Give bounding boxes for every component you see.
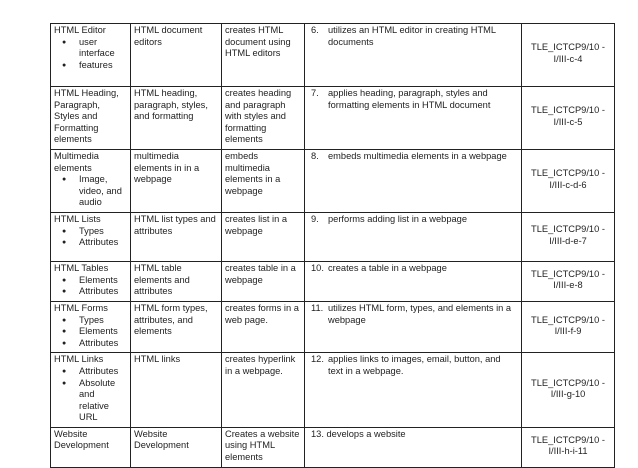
table-row — [51, 261, 615, 301]
competency-text: utilizes HTML form, types, and elements in a webpage — [328, 302, 512, 325]
code-cell: TLE_ICTCP9/10 -I/III-h-i-11 — [522, 427, 615, 467]
table-row — [51, 427, 615, 467]
performance-cell: creates heading and paragraph with styles and formatting elements — [222, 87, 305, 150]
topic-cell — [51, 87, 131, 150]
content-cell: Website Development — [131, 427, 222, 467]
subtopic-list — [54, 315, 127, 350]
topic-cell — [51, 261, 131, 301]
content-cell: HTML list types and attributes — [131, 212, 222, 261]
performance-cell: creates table in a webpage — [222, 261, 305, 301]
code-cell: TLE_ICTCP9/10 -I/III-f-9 — [522, 301, 615, 352]
competency-cell — [305, 427, 522, 467]
subtopic-item: ● Types — [79, 315, 127, 327]
content-cell: HTML form types, attributes, and elements — [131, 301, 222, 352]
competency-number: 9. — [311, 213, 319, 224]
topic-cell — [51, 427, 131, 467]
competency-number: 8. — [311, 150, 319, 161]
subtopic-item: ● Elements — [79, 275, 127, 287]
code-cell: TLE_ICTCP9/10 -I/III-g-10 — [522, 353, 615, 428]
table-row — [51, 149, 615, 212]
topic-title: HTML Lists — [54, 213, 101, 224]
table-row — [51, 24, 615, 87]
performance-cell: Creates a website using HTML elements — [222, 427, 305, 467]
topic-cell — [51, 24, 131, 87]
competency-text: 13. develops a website — [311, 428, 406, 439]
competency-cell — [305, 212, 522, 261]
subtopic-list — [54, 174, 127, 209]
subtopic-item: ● Image, video, and audio — [79, 174, 127, 209]
curriculum-guide-table — [50, 23, 615, 468]
competency-number: 7. — [311, 88, 319, 98]
table-row — [51, 353, 615, 428]
competency-text: performs adding list in a webpage — [328, 213, 468, 224]
subtopic-list — [54, 275, 127, 298]
topic-title: Multimedia elements — [54, 150, 99, 173]
subtopic-item: ● user interface — [79, 37, 127, 60]
topic-cell — [51, 301, 131, 352]
subtopic-item: ● Attributes — [79, 237, 127, 249]
competency-text: utilizes an HTML editor in creating HTML documents — [328, 25, 496, 47]
curriculum-guide-body — [51, 24, 615, 468]
performance-cell: creates HTML document using HTML editors — [222, 24, 305, 87]
competency-cell — [305, 353, 522, 428]
competency-number: 12. — [311, 354, 324, 365]
table-row — [51, 301, 615, 352]
subtopic-item: ● Attributes — [79, 338, 127, 350]
subtopic-item: ● Absolute and relative URL — [79, 378, 127, 424]
content-cell: multimedia elements in in a webpage — [131, 149, 222, 212]
code-cell: TLE_ICTCP9/10 -I/III-c-5 — [522, 87, 615, 150]
subtopic-list — [54, 226, 127, 249]
topic-title: Website Development — [54, 428, 109, 451]
competency-text: creates a table in a webpage — [328, 262, 447, 273]
table-row — [51, 87, 615, 150]
subtopic-item: ● Types — [79, 226, 127, 238]
performance-cell: embeds multimedia elements in a webpage — [222, 149, 305, 212]
competency-text: applies links to images, email, button, and text in a webpage. — [328, 354, 501, 376]
topic-title: HTML Tables — [54, 262, 109, 273]
topic-cell — [51, 149, 131, 212]
performance-cell: creates forms in a web page. — [222, 301, 305, 352]
topic-cell — [51, 212, 131, 261]
competency-text: embeds multimedia elements in a webpage — [328, 150, 507, 161]
table-row — [51, 212, 615, 261]
subtopic-item: ● Elements — [79, 326, 127, 338]
topic-title: HTML Editor — [54, 25, 106, 35]
subtopic-list — [54, 37, 127, 72]
competency-number: 6. — [311, 25, 319, 35]
subtopic-list — [54, 366, 127, 424]
competency-cell — [305, 87, 522, 150]
performance-cell: creates list in a webpage — [222, 212, 305, 261]
topic-title: HTML Forms — [54, 302, 108, 313]
code-cell: TLE_ICTCP9/10 -I/III-d-e-7 — [522, 212, 615, 261]
topic-title: HTML Links — [54, 354, 104, 365]
content-cell: HTML heading, paragraph, styles, and formatting — [131, 87, 222, 150]
competency-cell — [305, 24, 522, 87]
topic-title: HTML Heading, Paragraph, Styles and Formatting elements — [54, 88, 119, 145]
content-cell: HTML document editors — [131, 24, 222, 87]
subtopic-item: ● Attributes — [79, 366, 127, 378]
topic-cell — [51, 353, 131, 428]
competency-cell — [305, 149, 522, 212]
code-cell: TLE_ICTCP9/10 -I/III-c-4 — [522, 24, 615, 87]
competency-number: 11. — [311, 302, 324, 313]
content-cell: HTML links — [131, 353, 222, 428]
subtopic-item: ● Attributes — [79, 286, 127, 298]
competency-cell — [305, 261, 522, 301]
competency-cell — [305, 301, 522, 352]
content-cell: HTML table elements and attributes — [131, 261, 222, 301]
code-cell: TLE_ICTCP9/10 -I/III-c-d-6 — [522, 149, 615, 212]
competency-text: applies heading, paragraph, styles and formatting elements in HTML document — [328, 88, 491, 110]
performance-cell: creates hyperlink in a webpage. — [222, 353, 305, 428]
competency-number: 10. — [311, 262, 324, 273]
subtopic-item: ● features — [79, 60, 127, 72]
code-cell: TLE_ICTCP9/10 -I/III-e-8 — [522, 261, 615, 301]
